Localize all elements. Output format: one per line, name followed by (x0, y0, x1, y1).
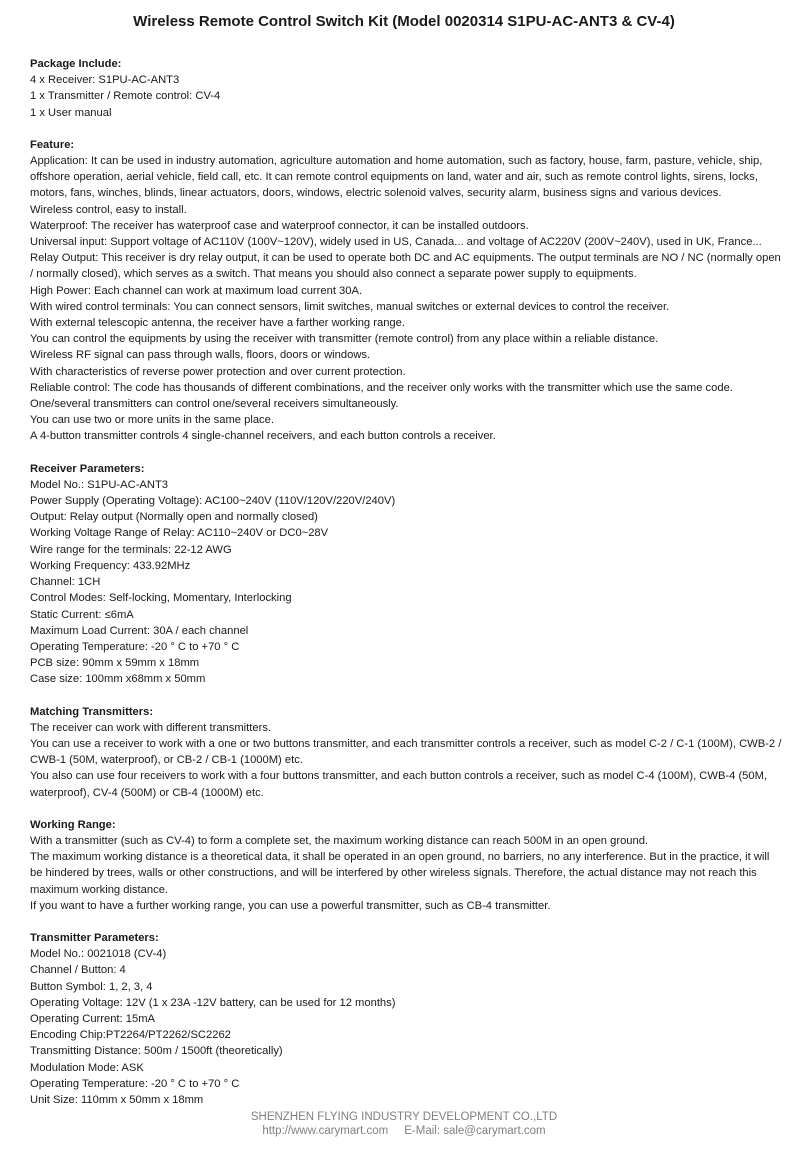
section (30, 56, 782, 121)
footer-email: E-Mail: sale@carymart.com (404, 1125, 546, 1137)
section-line: High Power: Each channel can work at maximum load current 30A. (30, 284, 363, 297)
section-line: Model No.: 0021018 (CV-4) (30, 948, 167, 961)
section-line: Working Voltage Range of Relay: AC110~240V or DC0~28V (30, 527, 329, 540)
section-line: Model No.: S1PU-AC-ANT3 (30, 478, 169, 491)
section-heading: Receiver Parameters: (30, 462, 145, 475)
section-line: Reliable control: The code has thousands of different combinations, and the receiver only works with the transmitter which use the same code. (30, 381, 733, 394)
section-line: Relay Output: This receiver is dry relay output, it can be used to operate both DC and AC equipments. The output terminals are NO / NC (normally open / normally closed), which serves as a switch. That means you should also connect a separate power supply to equipments. (30, 252, 781, 281)
footer-website: http://www.carymart.com (262, 1125, 389, 1137)
section-line: Operating Temperature: -20 ° C to +70 ° C (30, 640, 240, 653)
section-line: Static Current: ≤6mA (30, 608, 134, 621)
section-line: Universal input: Support voltage of AC110V (100V~120V), widely used in US, Canada... and voltage of AC220V (200V~240V), used in UK, France... (30, 236, 762, 249)
section-heading: Feature: (30, 138, 75, 151)
section-line: You also can use four receivers to work with a four buttons transmitter, and each button controls a receiver, such as model C-4 (100M), CWB-4 (50M, waterproof), CV-4 (500M) or CB-4 (1000M) etc. (30, 770, 768, 799)
section-line: Application: It can be used in industry automation, agriculture automation and home automation, such as factory, house, farm, pasture, vehicle, ship, offshore operation, aerial vehicle, field call, etc. It can remote control equipments on land, water and air, such as remote control lights, sirens, locks, motors, fans, winches, blinds, linear actuators, doors, windows, electric solenoid valves, security alarm, business signs and various devices. (30, 155, 763, 200)
section-heading: Working Range: (30, 818, 116, 831)
section (30, 137, 782, 445)
section-line: Operating Temperature: -20 ° C to +70 ° C (30, 1077, 240, 1090)
section-line: Channel / Button: 4 (30, 964, 126, 977)
section-line: With wired control terminals: You can connect sensors, limit switches, manual switches or external devices to control the receiver. (30, 300, 670, 313)
section-line: Working Frequency: 433.92MHz (30, 559, 191, 572)
section-line: Control Modes: Self-locking, Momentary, Interlocking (30, 592, 292, 605)
section-line: 1 x Transmitter / Remote control: CV-4 (30, 90, 221, 103)
section-line: Transmitting Distance: 500m / 1500ft (theoretically) (30, 1045, 283, 1058)
section-line: Encoding Chip:PT2264/PT2262/SC2262 (30, 1029, 231, 1042)
section-line: Maximum Load Current: 30A / each channel (30, 624, 249, 637)
section-line: Unit Size: 110mm x 50mm x 18mm (30, 1093, 204, 1106)
section-line: You can control the equipments by using the receiver with transmitter (remote control) from any place within a reliable distance. (30, 333, 659, 346)
footer-contact (0, 1124, 808, 1138)
section-line: Waterproof: The receiver has waterproof case and waterproof connector, it can be installed outdoors. (30, 219, 529, 232)
section (30, 704, 782, 801)
section-line: You can use a receiver to work with a one or two buttons transmitter, and each transmitter controls a receiver, such as model C-2 / C-1 (100M), CWB-2 / CWB-1 (50M, waterproof), or CB-2 / CB-1 (1000M) etc. (30, 737, 782, 767)
section-line: Button Symbol: 1, 2, 3, 4 (30, 980, 153, 993)
section-line: One/several transmitters can control one/several receivers simultaneously. (30, 398, 399, 411)
section-line: Power Supply (Operating Voltage): AC100~240V (110V/120V/220V/240V) (30, 495, 396, 508)
section-line: Wireless control, easy to install. (30, 203, 187, 216)
section-heading: Transmitter Parameters: (30, 931, 159, 944)
document-body (30, 56, 782, 1124)
section-line: You can use two or more units in the same place. (30, 414, 274, 427)
section-line: PCB size: 90mm x 59mm x 18mm (30, 657, 200, 670)
section-heading: Matching Transmitters: (30, 705, 154, 718)
section-line: Channel: 1CH (30, 576, 101, 589)
section-line: A 4-button transmitter controls 4 single-channel receivers, and each button controls a receiver. (30, 430, 496, 443)
section-line: Operating Voltage: 12V (1 x 23A -12V battery, can be used for 12 months) (30, 996, 396, 1009)
section-line: Operating Current: 15mA (30, 1012, 155, 1025)
footer (0, 1110, 808, 1138)
footer-company: SHENZHEN FLYING INDUSTRY DEVELOPMENT CO.,LTD (250, 1111, 558, 1123)
section-line: The maximum working distance is a theoretical data, it shall be operated in an open ground, no barriers, no any interference. But in the practice, it will be hindered by trees, walls or other constructions, and will be interfered by other wireless signals. Therefore, the actual distance may not reach this maximum working distance. (30, 851, 770, 896)
section-line: With external telescopic antenna, the receiver have a farther working range. (30, 317, 405, 330)
section-line: The receiver can work with different transmitters. (30, 721, 272, 734)
document-title: Wireless Remote Control Switch Kit (Model 0020314 S1PU-AC-ANT3 & CV-4) (133, 13, 675, 30)
section-line: Modulation Mode: ASK (30, 1061, 144, 1074)
section-line: 1 x User manual (30, 106, 112, 119)
section-line: 4 x Receiver: S1PU-AC-ANT3 (30, 74, 180, 87)
section-line: Wire range for the terminals: 22-12 AWG (30, 543, 232, 556)
section-line: Output: Relay output (Normally open and normally closed) (30, 511, 318, 524)
section-line: If you want to have a further working range, you can use a powerful transmitter, such as CB-4 transmitter. (30, 899, 551, 912)
section (30, 930, 782, 1108)
section (30, 817, 782, 914)
section-line: With a transmitter (such as CV-4) to form a complete set, the maximum working distance can reach 500M in an open ground. (30, 834, 649, 847)
section-line: With characteristics of reverse power protection and over current protection. (30, 365, 406, 378)
section-heading: Package Include: (30, 58, 122, 70)
section-line: Case size: 100mm x68mm x 50mm (30, 673, 206, 686)
section-line: Wireless RF signal can pass through walls, floors, doors or windows. (30, 349, 371, 362)
section (30, 461, 782, 688)
